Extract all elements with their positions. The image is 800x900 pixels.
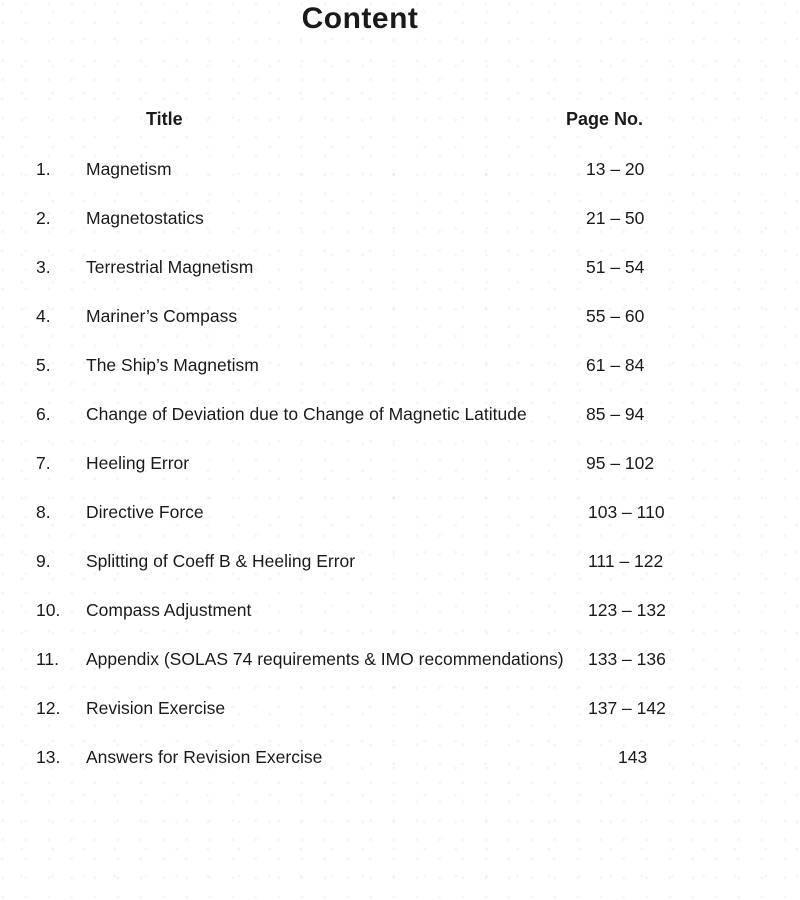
- toc-entry: [0, 495, 800, 544]
- entry-pages: 133 – 136: [588, 649, 666, 669]
- entry-title: Terrestrial Magnetism: [86, 257, 254, 277]
- entry-number: 11.: [36, 649, 60, 669]
- entry-pages: 95 – 102: [586, 453, 655, 473]
- toc-entry: [0, 593, 800, 642]
- entry-number: 1.: [36, 159, 51, 179]
- entry-pages: 103 – 110: [588, 502, 665, 522]
- entry-pages: 21 – 50: [586, 208, 645, 228]
- column-header-page-no: Page No.: [566, 109, 644, 129]
- page-title: Content: [301, 2, 419, 35]
- entry-number: 2.: [36, 208, 51, 228]
- entry-number: 10.: [36, 600, 61, 620]
- toc-entry: [0, 642, 800, 691]
- entry-pages: 137 – 142: [588, 698, 666, 718]
- entry-number: 4.: [36, 306, 51, 326]
- entry-pages: 85 – 94: [586, 404, 645, 424]
- entry-title: Change of Deviation due to Change of Magnetic Latitude: [86, 404, 527, 424]
- entry-pages: 111 – 122: [588, 551, 664, 571]
- entry-pages: 51 – 54: [586, 257, 645, 277]
- toc-entry: [0, 446, 800, 495]
- entry-title: Mariner’s Compass: [86, 306, 238, 326]
- entry-title: Magnetostatics: [86, 208, 204, 228]
- entry-number: 3.: [36, 257, 51, 277]
- entry-title: Directive Force: [86, 502, 204, 522]
- toc-entry: [0, 691, 800, 740]
- entry-title: Revision Exercise: [86, 698, 226, 718]
- toc-entry: [0, 348, 800, 397]
- entry-number: 13.: [36, 747, 61, 767]
- toc-entry: [0, 299, 800, 348]
- entry-pages: 123 – 132: [588, 600, 666, 620]
- entry-number: 8.: [36, 502, 51, 522]
- entry-title: Heeling Error: [86, 453, 190, 473]
- toc-entry: [0, 250, 800, 299]
- entry-title: Splitting of Coeff B & Heeling Error: [86, 551, 356, 571]
- table-of-contents: [0, 152, 800, 789]
- toc-entry: [0, 544, 800, 593]
- entry-title: Appendix (SOLAS 74 requirements & IMO recommendations): [86, 649, 564, 669]
- entry-number: 7.: [36, 453, 51, 473]
- entry-title: Magnetism: [86, 159, 172, 179]
- entry-title: Compass Adjustment: [86, 600, 252, 620]
- entry-number: 12.: [36, 698, 61, 718]
- entry-pages: 55 – 60: [586, 306, 645, 326]
- entry-pages: 143: [618, 747, 648, 767]
- entry-title: Answers for Revision Exercise: [86, 747, 323, 767]
- entry-pages: 13 – 20: [586, 159, 645, 179]
- entry-title: The Ship’s Magnetism: [86, 355, 259, 375]
- entry-pages: 61 – 84: [586, 355, 645, 375]
- toc-entry: [0, 740, 800, 789]
- column-header-title: Title: [146, 109, 183, 129]
- entry-number: 6.: [36, 404, 51, 424]
- entry-number: 9.: [36, 551, 51, 571]
- entry-number: 5.: [36, 355, 51, 375]
- toc-entry: [0, 397, 800, 446]
- toc-entry: [0, 201, 800, 250]
- toc-entry: [0, 152, 800, 201]
